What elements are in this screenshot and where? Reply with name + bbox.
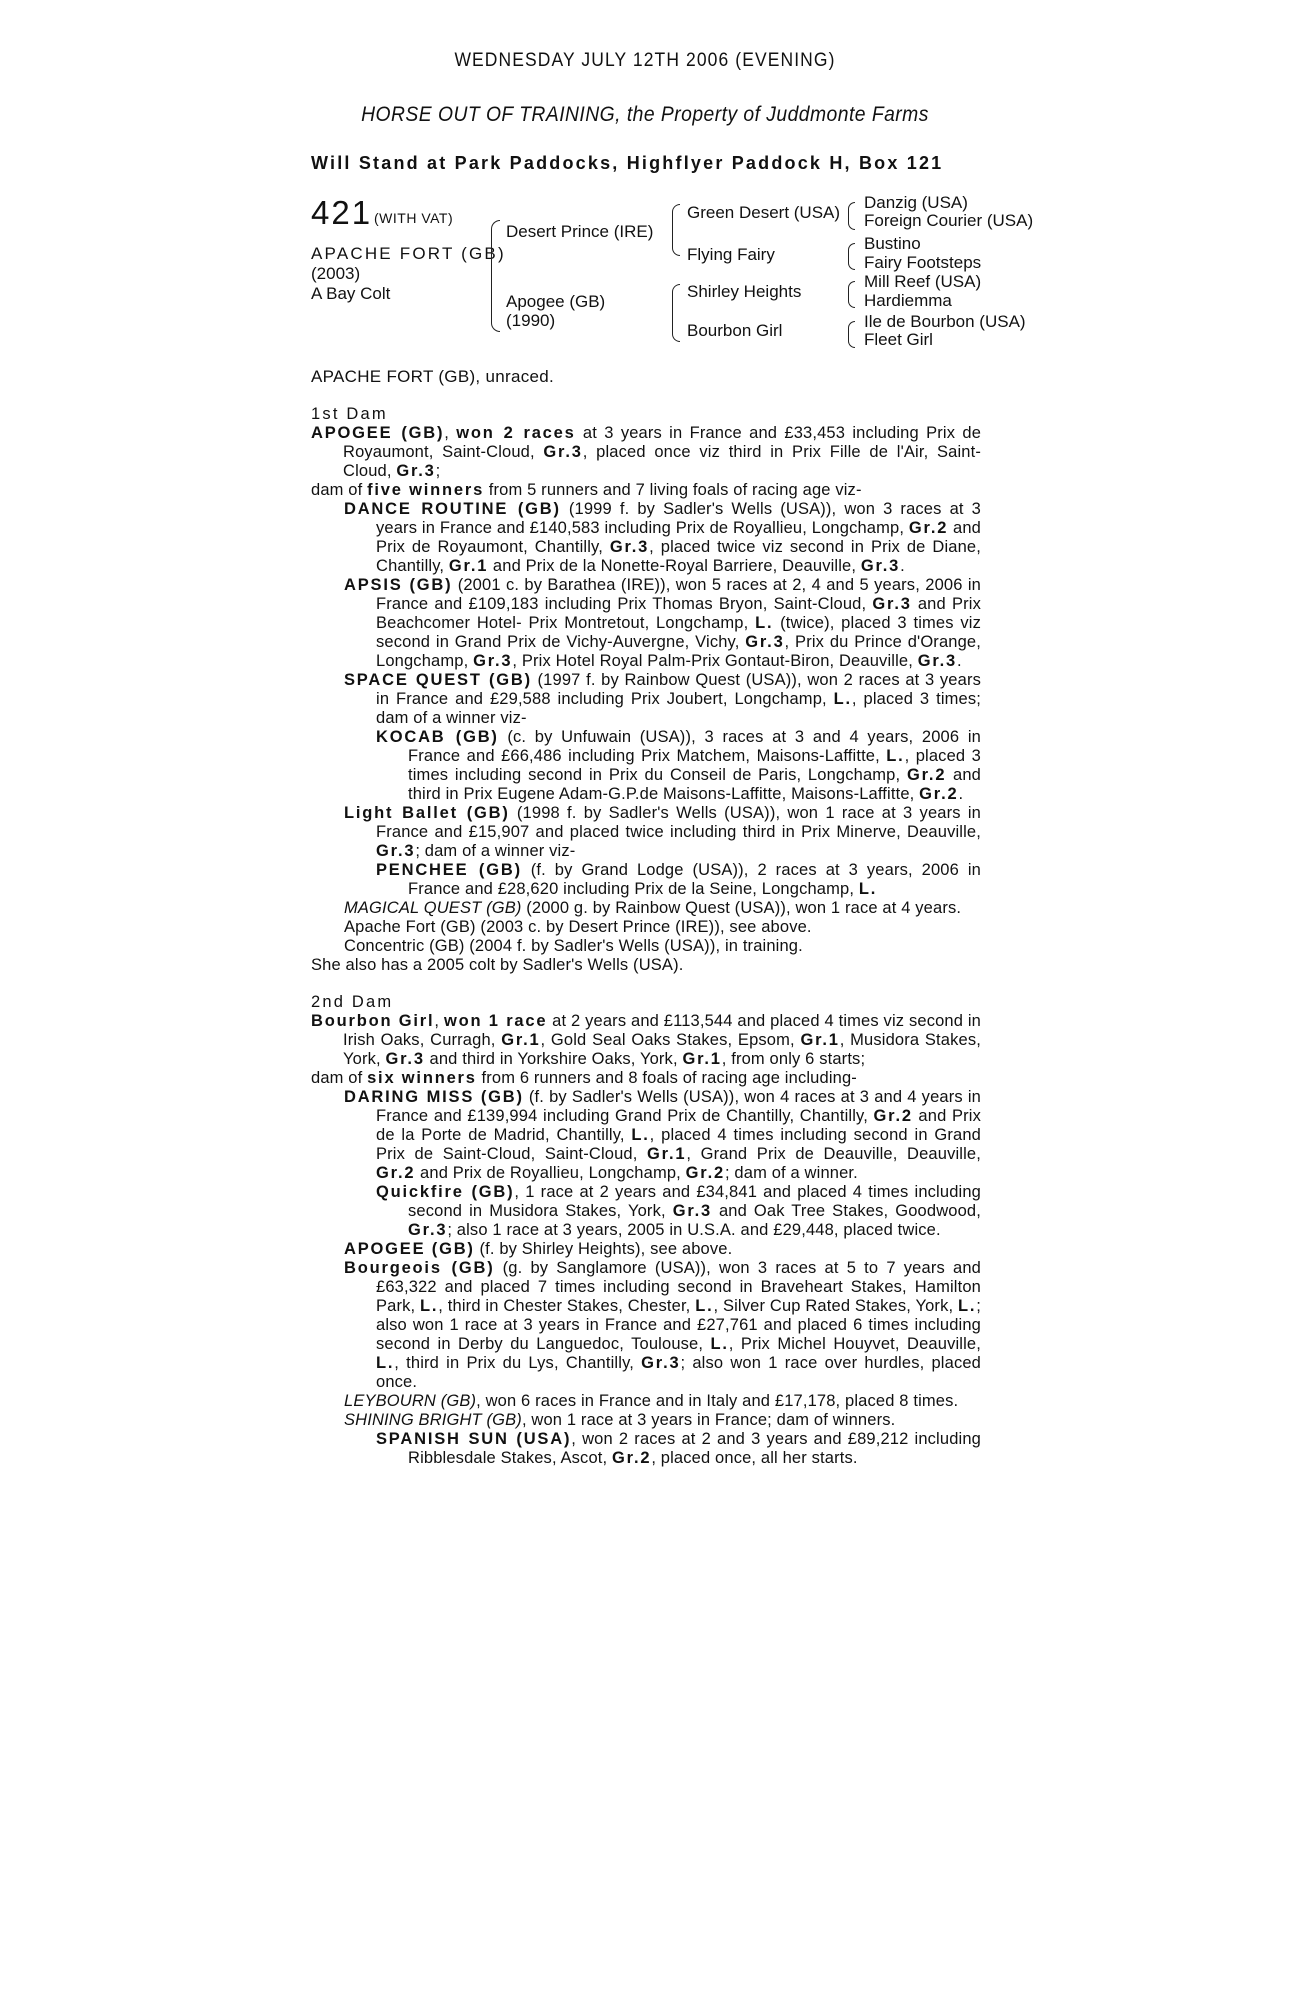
- pedigree-entry: [311, 500, 981, 576]
- entry-text: , placed 3 times; dam of a winner viz-: [376, 690, 981, 727]
- entry-text: and Prix de Royaumont, Chantilly,: [376, 519, 981, 556]
- entry-text: (f. by Grand Lodge (USA)), 2 races at 3 years, 2006 in France and £28,620 including Prix de la Seine, Longchamp,: [408, 861, 981, 898]
- bold-text: Gr.1: [800, 1031, 840, 1049]
- bold-text: Gr.2: [908, 519, 949, 537]
- horse-description: A Bay Colt: [311, 284, 391, 303]
- italic-text: MAGICAL QUEST (GB): [344, 899, 522, 917]
- entry-text: , won 2 races at 2 and 3 years and £89,212 including Ribblesdale Stakes, Ascot,: [408, 1430, 981, 1467]
- entry-text: , Prix Hotel Royal Palm-Prix Gontaut-Biron, Deauville,: [512, 652, 918, 670]
- pedigree-entry: [311, 937, 981, 956]
- bold-text: Gr.3: [396, 462, 436, 480]
- entry-text: and Prix de la Nonette-Royal Barriere, Deauville,: [488, 557, 861, 575]
- bold-text: Gr.2: [685, 1164, 725, 1182]
- entry-text: Concentric (GB) (2004 f. by Sadler's Wells (USA)), in training.: [344, 937, 803, 955]
- entry-text: , from only 6 starts;: [721, 1050, 866, 1068]
- pedigree-sd-dam: Fairy Footsteps: [864, 253, 982, 272]
- entry-text: , placed twice viz second in Prix de Diane, Chantilly,: [376, 538, 981, 575]
- entry-text: (twice), placed 3 times viz second in Grand Prix de Vichy-Auvergne, Vichy,: [376, 614, 981, 651]
- vendor-subtitle: HORSE OUT OF TRAINING, the Property of Juddmonte Farms: [361, 103, 929, 126]
- pedigree-sire-sire: Green Desert (USA): [687, 203, 841, 222]
- pedigree-brace-dam: [672, 284, 680, 342]
- bold-text: Gr.1: [682, 1050, 722, 1068]
- entry-text: Apache Fort (GB) (2003 c. by Desert Prince (IRE)), see above.: [344, 918, 812, 936]
- first-dam-section: [311, 424, 981, 975]
- entry-text: (1999 f. by Sadler's Wells (USA)), won 3 races at 3 years in France and £140,583 including Prix de Royallieu, Longchamp,: [376, 500, 981, 537]
- pedigree-entry: [311, 1430, 981, 1468]
- pedigree-dd-sire: Ile de Bourbon (USA): [864, 312, 1026, 331]
- pedigree-entry: [311, 728, 981, 804]
- bold-text: Gr.3: [385, 1050, 425, 1068]
- pedigree-entry: [311, 1088, 981, 1183]
- entry-text: , Gold Seal Oaks Stakes, Epsom,: [540, 1031, 801, 1049]
- first-dam-heading: 1st Dam: [311, 405, 388, 423]
- vat-note: (WITH VAT): [374, 210, 454, 226]
- bold-text: Gr.2: [873, 1107, 913, 1125]
- entry-text: , placed 4 times including second in Grand Prix de Saint-Cloud, Saint-Cloud,: [376, 1126, 982, 1163]
- entry-text: ; dam of a winner viz-: [415, 842, 576, 860]
- pedigree-dam-sire: Shirley Heights: [687, 282, 802, 301]
- pedigree-ss-sire: Danzig (USA): [864, 193, 968, 212]
- entry-text: She also has a 2005 colt by Sadler's Wells (USA).: [311, 956, 684, 974]
- pedigree-entry: [311, 1411, 981, 1430]
- entry-text: , won 6 races in France and in Italy and £17,178, placed 8 times.: [476, 1392, 959, 1410]
- pedigree-dam-dam: Bourbon Girl: [687, 321, 783, 340]
- pedigree-brace-ds: [848, 281, 855, 308]
- entry-text: , Silver Cup Rated Stakes, York,: [713, 1297, 958, 1315]
- entry-text: .: [900, 557, 905, 575]
- bold-text: Gr.2: [919, 785, 959, 803]
- pedigree-dam-year: (1990): [506, 311, 556, 330]
- bold-text: Gr.3: [376, 842, 416, 860]
- entry-text: dam of: [311, 481, 368, 499]
- entry-text: ,: [444, 424, 457, 442]
- pedigree-entry: [311, 1259, 981, 1392]
- entry-text: ;: [976, 1297, 981, 1315]
- entry-text: ; also won 1 race over hurdles, placed once.: [376, 1354, 982, 1391]
- section-gap: [311, 975, 981, 993]
- bold-text: Gr.1: [448, 557, 489, 575]
- bold-text: APOGEE (GB): [311, 424, 445, 442]
- pedigree-ss-dam: Foreign Courier (USA): [864, 211, 1034, 230]
- entry-text: (2001 c. by Barathea (IRE)), won 5 races at 2, 4 and 5 years, 2006 in France and £109,183 including Prix Thomas Bryon, Saint-Cloud,: [376, 576, 981, 613]
- bold-text: Gr.1: [501, 1031, 541, 1049]
- entry-text: at 3 years in France and £33,453 including Prix de Royaumont, Saint-Cloud,: [343, 424, 982, 461]
- bold-text: L.: [886, 747, 905, 765]
- lot-number: 421: [311, 194, 373, 231]
- bold-text: APSIS (GB): [344, 576, 453, 594]
- bold-text: L.: [833, 690, 852, 708]
- entry-text: and third in Prix Eugene Adam-G.P.de Maisons-Laffitte, Maisons-Laffitte,: [408, 766, 982, 803]
- entry-text: and Oak Tree Stakes, Goodwood,: [712, 1202, 981, 1220]
- bold-text: SPANISH SUN (USA): [376, 1430, 572, 1448]
- bold-text: DANCE ROUTINE (GB): [344, 500, 561, 518]
- bold-text: APOGEE (GB): [344, 1240, 475, 1258]
- entry-text: (c. by Unfuwain (USA)), 3 races at 3 and 4 years, 2006 in France and £66,486 including Prix Matchem, Maisons-Laffitte,: [408, 728, 981, 765]
- entry-text: .: [958, 785, 964, 803]
- entry-text: from 6 runners and 8 foals of racing age including-: [476, 1069, 857, 1087]
- bold-text: Gr.3: [672, 1202, 712, 1220]
- bold-text: Bourbon Girl: [311, 1012, 435, 1030]
- entry-text: , placed once, all her starts.: [651, 1449, 858, 1467]
- pedigree-entry: [311, 918, 981, 937]
- entry-text: , Musidora Stakes, York,: [343, 1031, 981, 1068]
- entry-text: ; dam of a winner.: [724, 1164, 858, 1182]
- pedigree-dd-dam: Fleet Girl: [864, 330, 933, 349]
- pedigree-sire-dam: Flying Fairy: [687, 245, 775, 264]
- entry-text: and Prix de Royallieu, Longchamp,: [415, 1164, 686, 1182]
- second-dam-section: [311, 1012, 981, 1468]
- horse-year: (2003): [311, 264, 361, 283]
- entry-text: , placed 3 times including second in Prix du Conseil de Paris, Longchamp,: [408, 747, 981, 784]
- entry-text: also won 1 race at 3 years in France and £27,761 and placed 6 times including second in Derby du Languedoc, Toulouse,: [376, 1316, 981, 1353]
- bold-text: six winners: [367, 1069, 477, 1087]
- produce-record: [311, 405, 981, 1468]
- entry-text: ; also 1 race at 3 years, 2005 in U.S.A. and £29,448, placed twice.: [447, 1221, 941, 1239]
- entry-text: dam of: [311, 1069, 368, 1087]
- entry-text: (f. by Sadler's Wells (USA)), won 4 races at 3 and 4 years in France and £139,994 including Grand Prix de Chantilly, Chantilly,: [376, 1088, 981, 1125]
- entry-text: (1998 f. by Sadler's Wells (USA)), won 1 race at 3 years in France and £15,907 and placed twice including third in Prix Minerve, Deauville,: [376, 804, 981, 841]
- entry-text: and Prix de la Porte de Madrid, Chantilly,: [376, 1107, 982, 1144]
- bold-text: Gr.2: [612, 1449, 652, 1467]
- pedigree-entry: [311, 1392, 981, 1411]
- pedigree-sd-sire: Bustino: [864, 234, 921, 253]
- entry-text: (f. by Shirley Heights), see above.: [474, 1240, 733, 1258]
- pedigree-entry: [311, 1183, 981, 1240]
- pedigree-entry: [311, 576, 981, 671]
- bold-text: Gr.2: [906, 766, 947, 784]
- bold-text: Gr.3: [860, 557, 901, 575]
- bold-text: L.: [695, 1297, 714, 1315]
- bold-text: L.: [631, 1126, 650, 1144]
- entry-text: from 5 runners and 7 living foals of racing age viz-: [484, 481, 862, 499]
- pedigree-ds-dam: Hardiemma: [864, 291, 952, 310]
- pedigree-dam: Apogee (GB): [506, 292, 606, 311]
- pedigree-brace-sire: [672, 204, 680, 256]
- pedigree-entry: [311, 899, 981, 918]
- pedigree-brace-sd: [848, 243, 855, 270]
- entry-text: (g. by Sanglamore (USA)), won 3 races at 5 to 7 years and £63,322 and placed 7 times including second in Braveheart Stakes, Hamilton Park,: [376, 1259, 981, 1315]
- entry-text: and third in Yorkshire Oaks, York,: [424, 1050, 683, 1068]
- pedigree-sire: Desert Prince (IRE): [506, 222, 654, 241]
- bold-text: won 2 races: [456, 424, 576, 442]
- bold-text: PENCHEE (GB): [376, 861, 522, 879]
- bold-text: Gr.1: [647, 1145, 687, 1163]
- bold-text: Light Ballet (GB): [344, 804, 510, 822]
- sale-date-heading: WEDNESDAY JULY 12TH 2006 (EVENING): [454, 50, 836, 71]
- horse-name: APACHE FORT (GB): [311, 244, 506, 263]
- bold-text: Gr.3: [473, 652, 513, 670]
- horse-identity: [311, 244, 506, 304]
- pedigree-entry: [311, 1012, 981, 1069]
- pedigree-brace-main: [491, 220, 500, 332]
- bold-text: Gr.3: [641, 1354, 681, 1372]
- bold-text: Gr.3: [745, 633, 785, 651]
- italic-text: LEYBOURN (GB): [344, 1392, 477, 1410]
- entry-text: ,: [434, 1012, 444, 1030]
- bold-text: Bourgeois (GB): [344, 1259, 495, 1277]
- entry-text: ;: [435, 462, 441, 480]
- pedigree-entry: [311, 481, 981, 500]
- entry-text: , won 1 race at 3 years in France; dam of winners.: [521, 1411, 896, 1429]
- bold-text: five winners: [367, 481, 485, 499]
- bold-text: Gr.3: [543, 443, 583, 461]
- bold-text: Gr.2: [376, 1164, 416, 1182]
- pedigree-brace-dd: [848, 321, 855, 348]
- pedigree-brace-ss: [848, 202, 855, 230]
- bold-text: L.: [420, 1297, 439, 1315]
- entry-text: , third in Chester Stakes, Chester,: [438, 1297, 696, 1315]
- entry-text: at 2 years and £113,544 and placed 4 times viz second in Irish Oaks, Curragh,: [343, 1012, 982, 1049]
- stand-location: Will Stand at Park Paddocks, Highflyer Paddock H, Box 121: [311, 153, 944, 173]
- entry-text: .: [957, 652, 962, 670]
- entry-text: , Grand Prix de Deauville, Deauville,: [686, 1145, 981, 1163]
- bold-text: DARING MISS (GB): [344, 1088, 524, 1106]
- bold-text: Gr.3: [408, 1221, 448, 1239]
- race-record-note: APACHE FORT (GB), unraced.: [311, 367, 555, 386]
- bold-text: Gr.3: [609, 538, 650, 556]
- bold-text: Gr.3: [917, 652, 957, 670]
- pedigree-entry: [311, 424, 981, 481]
- entry-text: , placed once viz third in Prix Fille de l'Air, Saint-Cloud,: [343, 443, 981, 480]
- bold-text: L.: [710, 1335, 729, 1353]
- pedigree-ds-sire: Mill Reef (USA): [864, 272, 982, 291]
- bold-text: Gr.3: [872, 595, 912, 613]
- entry-text: , Prix du Prince d'Orange, Longchamp,: [376, 633, 981, 670]
- pedigree-entry: [311, 804, 981, 861]
- pedigree-entry: [311, 1069, 981, 1088]
- bold-text: Quickfire (GB): [376, 1183, 515, 1201]
- second-dam-heading: 2nd Dam: [311, 993, 394, 1011]
- italic-text: SHINING BRIGHT (GB): [344, 1411, 522, 1429]
- entry-text: (1997 f. by Rainbow Quest (USA)), won 2 races at 3 years in France and £29,588 including Prix Joubert, Longchamp,: [376, 671, 982, 708]
- entry-text: (2000 g. by Rainbow Quest (USA)), won 1 race at 4 years.: [521, 899, 962, 917]
- bold-text: SPACE QUEST (GB): [344, 671, 532, 689]
- pedigree-entry: [311, 671, 981, 728]
- pedigree-entry: [311, 1240, 981, 1259]
- pedigree-entry: [311, 861, 981, 899]
- bold-text: L.: [957, 1297, 977, 1315]
- entry-text: , Prix Michel Houyvet, Deauville,: [728, 1335, 981, 1353]
- pedigree-entry: [311, 956, 981, 975]
- bold-text: L.: [755, 614, 774, 632]
- bold-text: won 1 race: [443, 1012, 548, 1030]
- entry-text: , 1 race at 2 years and £34,841 and placed 4 times including second in Musidora Stakes, York,: [408, 1183, 981, 1220]
- bold-text: L.: [376, 1354, 395, 1372]
- bold-text: L.: [858, 880, 878, 898]
- bold-text: KOCAB (GB): [376, 728, 499, 746]
- entry-text: and Prix Beachcomer Hotel- Prix Montretout, Longchamp,: [376, 595, 981, 632]
- entry-text: , third in Prix du Lys, Chantilly,: [394, 1354, 642, 1372]
